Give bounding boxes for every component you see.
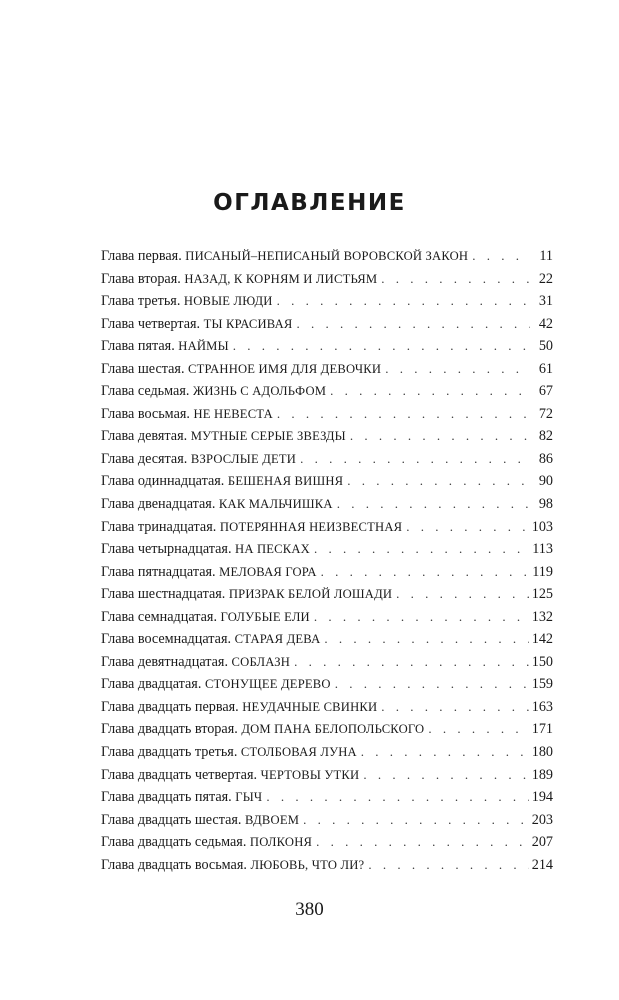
toc-page-number: 50 <box>538 338 553 355</box>
toc-dot-leader <box>233 335 530 358</box>
toc-separator: . <box>211 496 219 513</box>
toc-chapter-title: ЧЕРТОВЫ УТКИ <box>260 767 360 782</box>
toc-separator: . <box>224 653 232 670</box>
toc-page-number: 103 <box>531 518 553 535</box>
toc-separator: . <box>212 518 220 535</box>
toc-dot-leader <box>300 448 530 471</box>
toc-page-number: 163 <box>531 698 553 715</box>
toc-chapter-label: Глава двадцать четвертая <box>101 766 254 783</box>
toc-dot-leader <box>381 696 528 719</box>
toc-chapter-title: ПИСАНЫЙ–НЕПИСАНЫЙ ВОРОВСКОЙ ЗАКОН <box>185 249 469 263</box>
toc-entry <box>101 313 553 336</box>
toc-dot-leader <box>303 809 529 832</box>
toc-page-number: 11 <box>539 248 553 264</box>
toc-chapter-label: Глава восемнадцатая <box>101 631 228 648</box>
toc-chapter-label: Глава двадцать шестая <box>101 811 238 828</box>
toc-entry <box>101 854 553 877</box>
toc-entry <box>101 561 553 584</box>
toc-chapter-label: Глава восьмая <box>101 405 187 422</box>
toc-dot-leader <box>363 764 528 787</box>
toc-chapter-title: НА ПЕСКАХ <box>235 542 310 557</box>
toc-dot-leader <box>277 290 530 313</box>
toc-dot-leader <box>330 380 530 403</box>
page-number: 380 <box>295 899 324 920</box>
toc-entry <box>101 764 553 787</box>
toc-separator: . <box>177 270 185 287</box>
toc-entry <box>101 809 553 832</box>
toc-chapter-label: Глава десятая <box>101 450 184 467</box>
toc-entry <box>101 696 553 719</box>
toc-separator: . <box>228 789 236 806</box>
toc-entry <box>101 448 553 471</box>
toc-chapter-label: Глава двадцать третья <box>101 744 234 761</box>
toc-chapter-title: СТРАННОЕ ИМЯ ДЛЯ ДЕВОЧКИ <box>188 361 382 376</box>
toc-dot-leader <box>406 516 528 539</box>
toc-dot-leader <box>324 628 528 651</box>
toc-entry <box>101 651 553 674</box>
toc-chapter-title: ЛЮБОВЬ, ЧТО ЛИ? <box>250 857 365 872</box>
toc-separator: . <box>235 698 243 715</box>
toc-chapter-title: НОВЫЕ ЛЮДИ <box>183 294 273 309</box>
toc-dot-leader <box>337 493 530 516</box>
toc-page-number: 72 <box>538 405 553 422</box>
toc-chapter-title: ГОЛУБЫЕ ЕЛИ <box>220 609 310 624</box>
table-of-contents <box>101 245 553 876</box>
toc-chapter-label: Глава первая <box>101 248 179 264</box>
toc-chapter-label: Глава шестая <box>101 360 181 377</box>
toc-separator: . <box>183 428 191 445</box>
toc-chapter-title: ПРИЗРАК БЕЛОЙ ЛОШАДИ <box>228 587 393 602</box>
toc-chapter-label: Глава четырнадцатая <box>101 541 228 558</box>
toc-separator: . <box>233 744 241 761</box>
toc-chapter-label: Глава двадцать пятая <box>101 789 229 806</box>
toc-separator: . <box>183 450 191 467</box>
toc-dot-leader <box>314 606 529 629</box>
toc-chapter-title: ДОМ ПАНА БЕЛОПОЛЬСКОГО <box>241 722 425 737</box>
toc-page-number: 113 <box>532 541 553 558</box>
toc-entry <box>101 425 553 448</box>
toc-dot-leader <box>396 583 529 606</box>
toc-chapter-label: Глава четвертая <box>101 315 197 332</box>
toc-page-number: 119 <box>532 563 553 580</box>
toc-page-number: 31 <box>538 293 553 310</box>
toc-page-number: 203 <box>531 811 553 828</box>
toc-entry <box>101 268 553 291</box>
toc-entry <box>101 583 553 606</box>
toc-separator: . <box>227 541 236 558</box>
toc-dot-leader <box>361 741 529 764</box>
toc-page-number: 150 <box>531 653 553 670</box>
toc-page-number: 214 <box>531 856 553 873</box>
page-title: ОГЛАВЛЕНИЕ <box>213 190 406 216</box>
toc-separator: . <box>221 586 229 603</box>
toc-page-number: 67 <box>538 383 553 400</box>
toc-page-number: 180 <box>531 744 553 761</box>
toc-chapter-label: Глава девятнадцатая <box>101 653 225 670</box>
toc-chapter-title: ВДВОЕМ <box>245 812 300 827</box>
toc-chapter-label: Глава двадцатая <box>101 676 198 693</box>
toc-chapter-title: СТОНУЩЕЕ ДЕРЕВО <box>204 677 331 692</box>
toc-chapter-title: СТАРАЯ ДЕВА <box>234 632 321 647</box>
toc-entry <box>101 741 553 764</box>
toc-entry <box>101 538 553 561</box>
toc-chapter-label: Глава седьмая <box>101 383 186 400</box>
toc-dot-leader <box>368 854 528 877</box>
toc-separator: . <box>253 766 261 783</box>
toc-separator: . <box>242 834 250 851</box>
toc-entry <box>101 470 553 493</box>
toc-separator: . <box>220 473 228 490</box>
toc-dot-leader <box>347 470 530 493</box>
toc-page-number: 194 <box>531 789 553 806</box>
toc-dot-leader <box>321 561 530 584</box>
toc-chapter-title: ВЗРОСЛЫЕ ДЕТИ <box>190 451 297 466</box>
toc-chapter-title: НЕУДАЧНЫЕ СВИНКИ <box>242 699 378 714</box>
toc-separator: . <box>196 315 204 332</box>
toc-separator: . <box>178 248 186 264</box>
toc-page-number: 90 <box>538 473 553 490</box>
toc-entry <box>101 606 553 629</box>
toc-chapter-label: Глава одиннадцатая <box>101 473 221 490</box>
toc-page-number: 171 <box>531 721 553 738</box>
toc-chapter-title: ТЫ КРАСИВАЯ <box>203 316 293 331</box>
toc-chapter-label: Глава двадцать восьмая <box>101 856 244 873</box>
toc-chapter-label: Глава двадцать вторая <box>101 721 235 738</box>
toc-dot-leader <box>335 673 529 696</box>
toc-entry <box>101 628 553 651</box>
toc-chapter-label: Глава двадцать первая <box>101 698 236 715</box>
toc-page-number: 142 <box>531 631 553 648</box>
toc-chapter-title: СОБЛАЗН <box>231 654 291 669</box>
toc-page-number: 189 <box>531 766 553 783</box>
toc-entry <box>101 380 553 403</box>
toc-chapter-title: БЕШЕНАЯ ВИШНЯ <box>227 474 344 489</box>
toc-chapter-title: ГЫЧ <box>235 790 263 805</box>
toc-chapter-label: Глава вторая <box>101 270 178 287</box>
toc-chapter-title: НАЗАД, К КОРНЯМ И ЛИСТЬЯМ <box>184 271 378 286</box>
toc-dot-leader <box>428 718 528 741</box>
toc-dot-leader <box>314 538 529 561</box>
toc-dot-leader <box>266 786 528 809</box>
toc-entry <box>101 403 553 426</box>
toc-entry <box>101 290 553 313</box>
toc-separator: . <box>180 360 189 377</box>
toc-separator: . <box>197 676 205 693</box>
toc-separator: . <box>212 563 220 580</box>
toc-dot-leader <box>316 831 529 854</box>
toc-chapter-title: НАЙМЫ <box>178 339 229 354</box>
toc-entry <box>101 786 553 809</box>
toc-entry <box>101 335 553 358</box>
toc-chapter-title: МУТНЫЕ СЕРЫЕ ЗВЕЗДЫ <box>190 429 346 444</box>
toc-page-number: 98 <box>538 496 553 513</box>
toc-separator: . <box>171 338 179 355</box>
toc-separator: . <box>243 856 251 873</box>
toc-separator: . <box>186 405 194 422</box>
toc-chapter-label: Глава пятая <box>101 338 172 355</box>
toc-page-number: 159 <box>531 676 553 693</box>
toc-entry <box>101 493 553 516</box>
toc-chapter-label: Глава шестнадцатая <box>101 586 222 603</box>
toc-chapter-title: КАК МАЛЬЧИШКА <box>218 497 333 512</box>
toc-separator: . <box>237 811 246 828</box>
toc-dot-leader <box>294 651 529 674</box>
toc-entry <box>101 358 553 381</box>
toc-page-number: 61 <box>538 360 553 377</box>
toc-separator: . <box>213 608 221 625</box>
toc-chapter-title: ЖИЗНЬ С АДОЛЬФОМ <box>192 384 327 399</box>
toc-chapter-label: Глава двенадцатая <box>101 496 212 513</box>
toc-separator: . <box>176 293 184 310</box>
toc-chapter-label: Глава семнадцатая <box>101 608 214 625</box>
toc-separator: . <box>185 383 193 400</box>
toc-dot-leader <box>385 358 530 381</box>
toc-chapter-label: Глава тринадцатая <box>101 518 213 535</box>
toc-chapter-title: МЕЛОВАЯ ГОРА <box>219 564 317 579</box>
toc-entry <box>101 718 553 741</box>
toc-entry <box>101 245 553 268</box>
toc-chapter-title: СТОЛБОВАЯ ЛУНА <box>240 745 357 760</box>
toc-page-number: 125 <box>531 586 553 603</box>
toc-dot-leader <box>472 245 530 268</box>
toc-dot-leader <box>381 268 530 291</box>
toc-chapter-label: Глава девятая <box>101 428 184 445</box>
toc-entry <box>101 831 553 854</box>
toc-entry <box>101 673 553 696</box>
toc-chapter-label: Глава двадцать седьмая <box>101 834 243 851</box>
toc-chapter-label: Глава третья <box>101 293 177 310</box>
toc-chapter-title: НЕ НЕВЕСТА <box>193 406 273 421</box>
toc-dot-leader <box>350 425 530 448</box>
toc-separator: . <box>227 631 235 648</box>
toc-page-number: 86 <box>538 450 553 467</box>
toc-chapter-title: ПОТЕРЯННАЯ НЕИЗВЕСТНАЯ <box>219 519 403 534</box>
toc-dot-leader <box>297 313 531 336</box>
toc-chapter-title: ПОЛКОНЯ <box>249 835 313 850</box>
toc-page-number: 207 <box>531 834 553 851</box>
toc-chapter-label: Глава пятнадцатая <box>101 563 213 580</box>
toc-separator: . <box>234 721 242 738</box>
toc-page-number: 42 <box>538 315 553 332</box>
toc-page-number: 22 <box>538 270 553 287</box>
toc-page-number: 132 <box>531 608 553 625</box>
toc-entry <box>101 516 553 539</box>
toc-page-number: 82 <box>538 428 553 445</box>
toc-dot-leader <box>277 403 530 426</box>
